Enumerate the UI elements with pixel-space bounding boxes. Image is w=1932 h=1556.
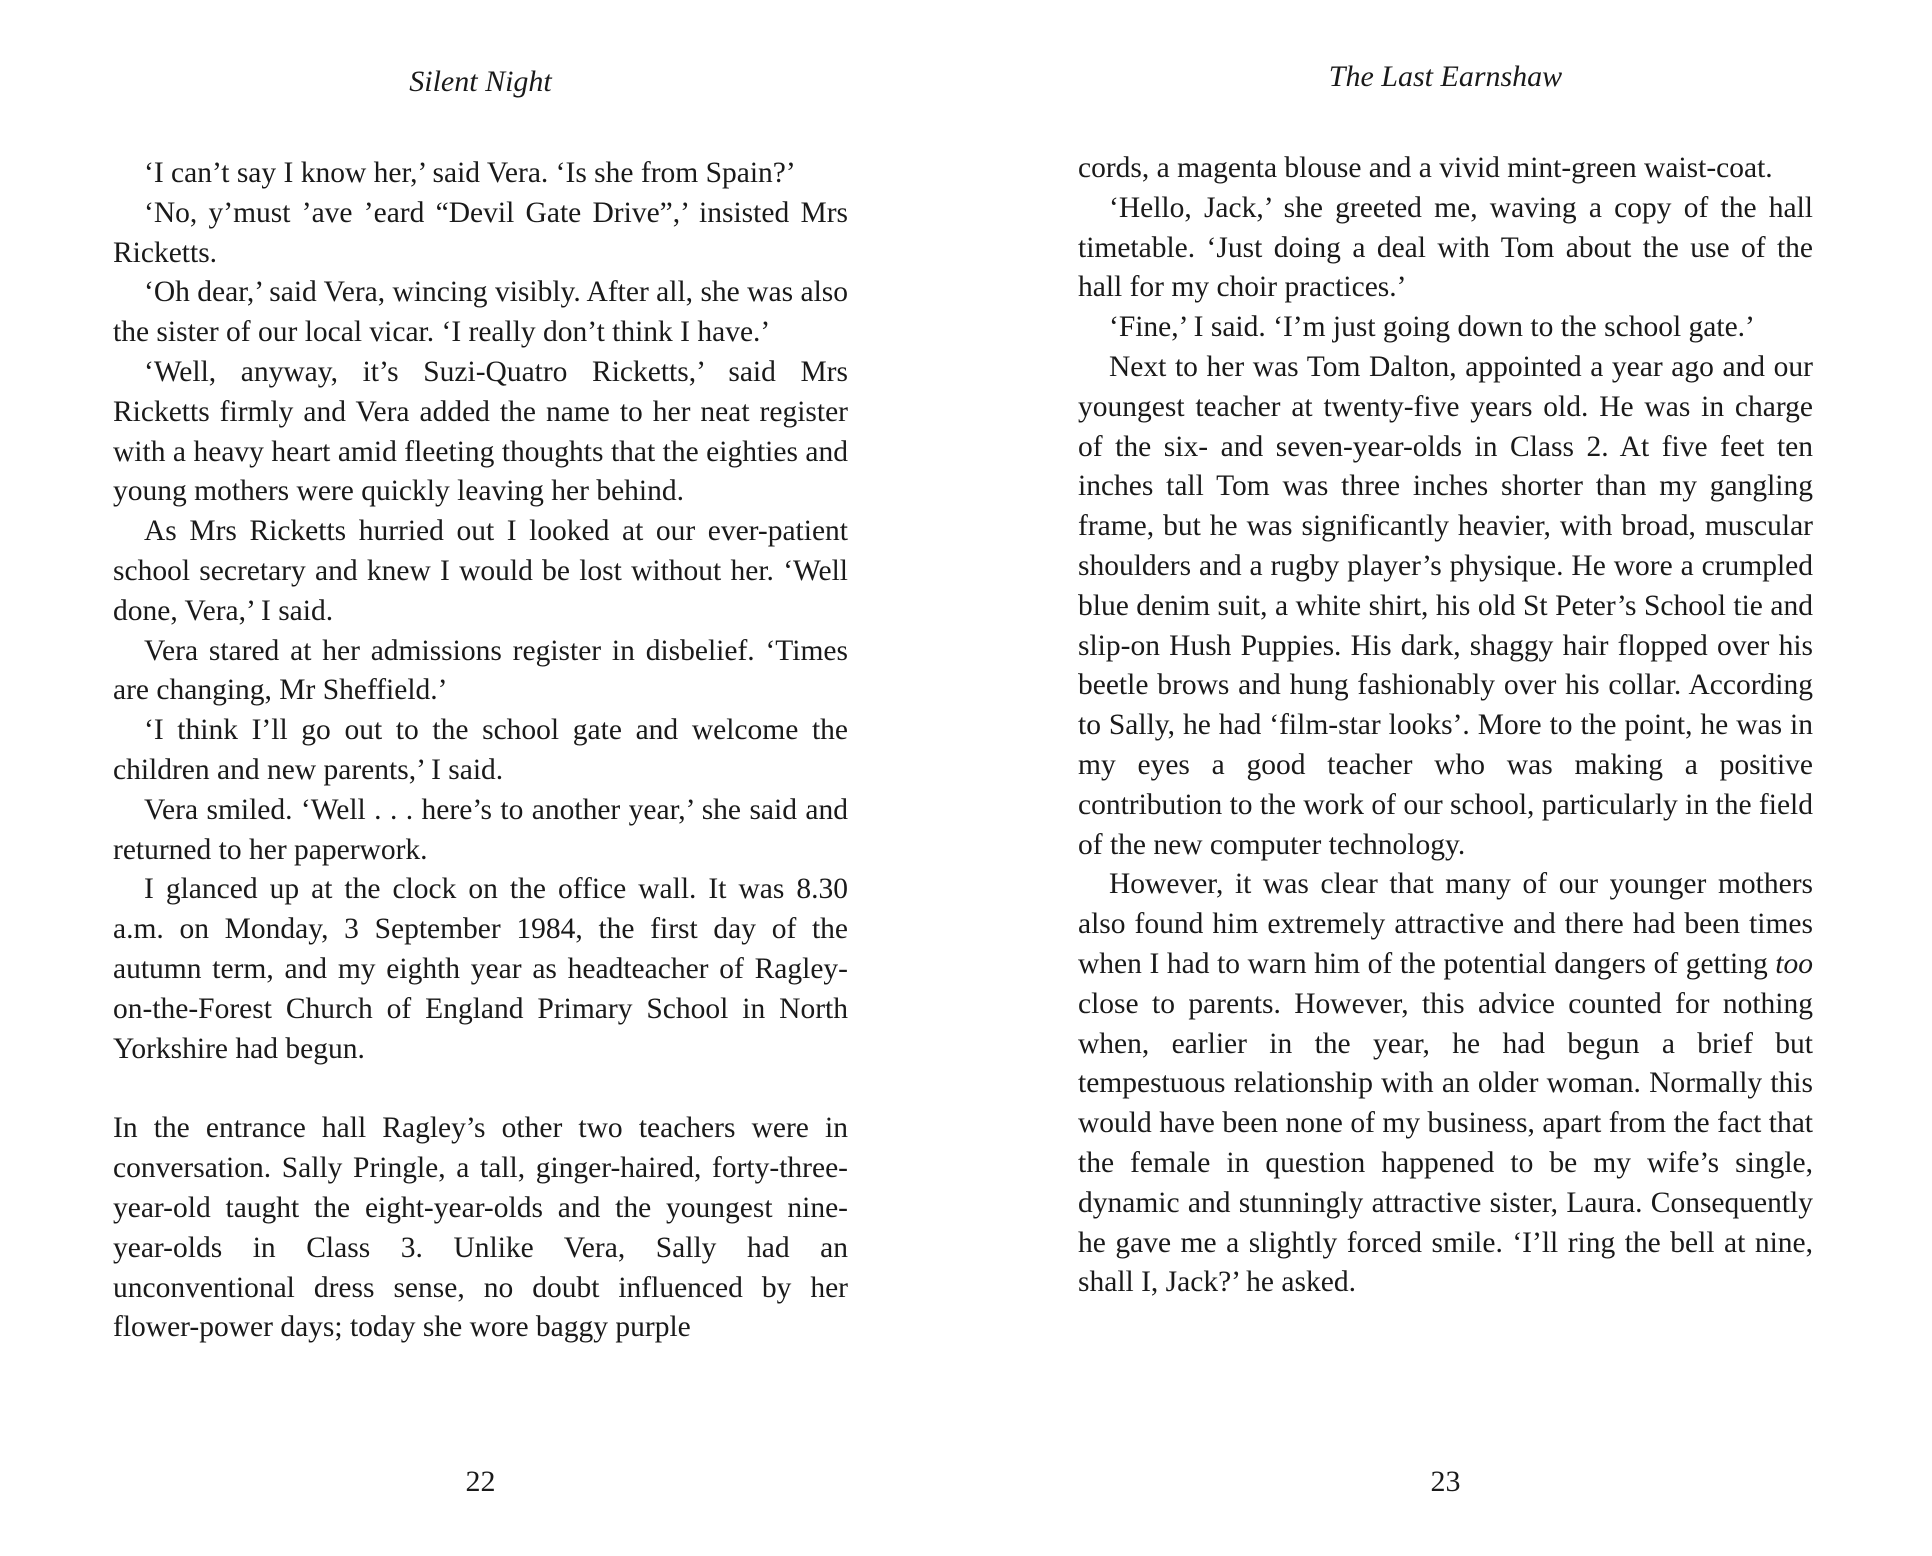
- page-number: 22: [465, 1465, 496, 1498]
- paragraph: As Mrs Ricketts hurried out I looked at our ever-patient school secretary and knew I would be lost without her. ‘Well done, Vera,’ I said.: [113, 515, 848, 627]
- left-page: [113, 0, 848, 1556]
- paragraph: ‘Oh dear,’ said Vera, wincing visibly. After all, she was also the sister of our local vicar. ‘I really don’t think I have.’: [113, 276, 848, 349]
- continued-paragraph: cords, a magenta blouse and a vivid mint-green waist-coat.: [1078, 152, 1773, 184]
- paragraph: Vera stared at her admissions register in disbelief. ‘Times are changing, Mr Sheffield.’: [113, 634, 848, 707]
- page-number: 23: [1430, 1465, 1461, 1498]
- paragraph-text: close to parents. However, this advice counted for nothing when, earlier in the year, he had begun a brief but tempestuous relationship with an older woman. Normally this would have been none of my business, apart from the fact that the female in question happened to be my wife’s single, dynamic and stunningly attractive sister, Laura. Consequently he gave me a slightly forced smile. ‘I’ll ring the bell at nine, shall I, Jack?’ he asked.: [1078, 987, 1813, 1299]
- paragraph: ‘I think I’ll go out to the school gate and welcome the children and new parents,’ I said.: [113, 714, 848, 786]
- paragraph: ‘No, y’must ’ave ’eard “Devil Gate Drive”,’ insisted Mrs Ricketts.: [113, 196, 848, 269]
- body-text: [113, 154, 848, 1348]
- paragraph: ‘Hello, Jack,’ she greeted me, waving a copy of the hall timetable. ‘Just doing a deal with Tom about the use of the hall for my choir practices.’: [1078, 191, 1813, 304]
- running-head: Silent Night: [409, 65, 552, 98]
- body-text: [1078, 149, 1813, 1303]
- right-page: [1078, 0, 1813, 1556]
- paragraph: ‘I can’t say I know her,’ said Vera. ‘Is she from Spain?’: [144, 157, 796, 189]
- paragraph-text: However, it was clear that many of our younger mothers also found him extremely attractive and there had been times when I had to warn him of the potential dangers of getting: [1078, 868, 1813, 980]
- section-start-paragraph: In the entrance hall Ragley’s other two teachers were in conversation. Sally Pringle, a tall, ginger-haired, forty-three-year-old taught the eight-year-olds and the youngest nine-year-olds in Class 3. Unlike Vera, Sally had an unconventional dress sense, no doubt influenced by her flower-power days; today she wore baggy purple: [113, 1112, 848, 1344]
- paragraph: [1078, 865, 1813, 1303]
- paragraph: ‘Well, anyway, it’s Suzi-Quatro Ricketts,’ said Mrs Ricketts firmly and Vera added the name to her neat register with a heavy heart amid fleeting thoughts that the eighties and young mothers were quickly leaving her behind.: [113, 355, 848, 508]
- paragraph: Vera smiled. ‘Well . . . here’s to another year,’ she said and returned to her paperwork.: [113, 793, 848, 866]
- paragraph: I glanced up at the clock on the office wall. It was 8.30 a.m. on Monday, 3 September 1984, the first day of the autumn term, and my eighth year as headteacher of Ragley-on-the-Forest Church of England Primary School in North Yorkshire had begun.: [113, 873, 848, 1065]
- emphasized-word: too: [1775, 947, 1813, 980]
- paragraph: ‘Fine,’ I said. ‘I’m just going down to the school gate.’: [1109, 311, 1755, 344]
- running-head: The Last Earnshaw: [1328, 60, 1563, 93]
- paragraph: Next to her was Tom Dalton, appointed a year ago and our youngest teacher at twenty-five years old. He was in charge of the six- and seven-year-olds in Class 2. At five feet ten inches tall Tom was three inches shorter than my gangling frame, but he was significantly heavier, with broad, muscular shoulders and a rugby player’s physique. He wore a crumpled blue denim suit, a white shirt, his old St Peter’s School tie and slip-on Hush Puppies. His dark, shaggy hair flopped over his beetle brows and hung fashionably over his collar. According to Sally, he had ‘film-star looks’. More to the point, he was in my eyes a good teacher who was making a positive contribution to the work of our school, particularly in the field of the new computer technology.: [1078, 350, 1813, 861]
